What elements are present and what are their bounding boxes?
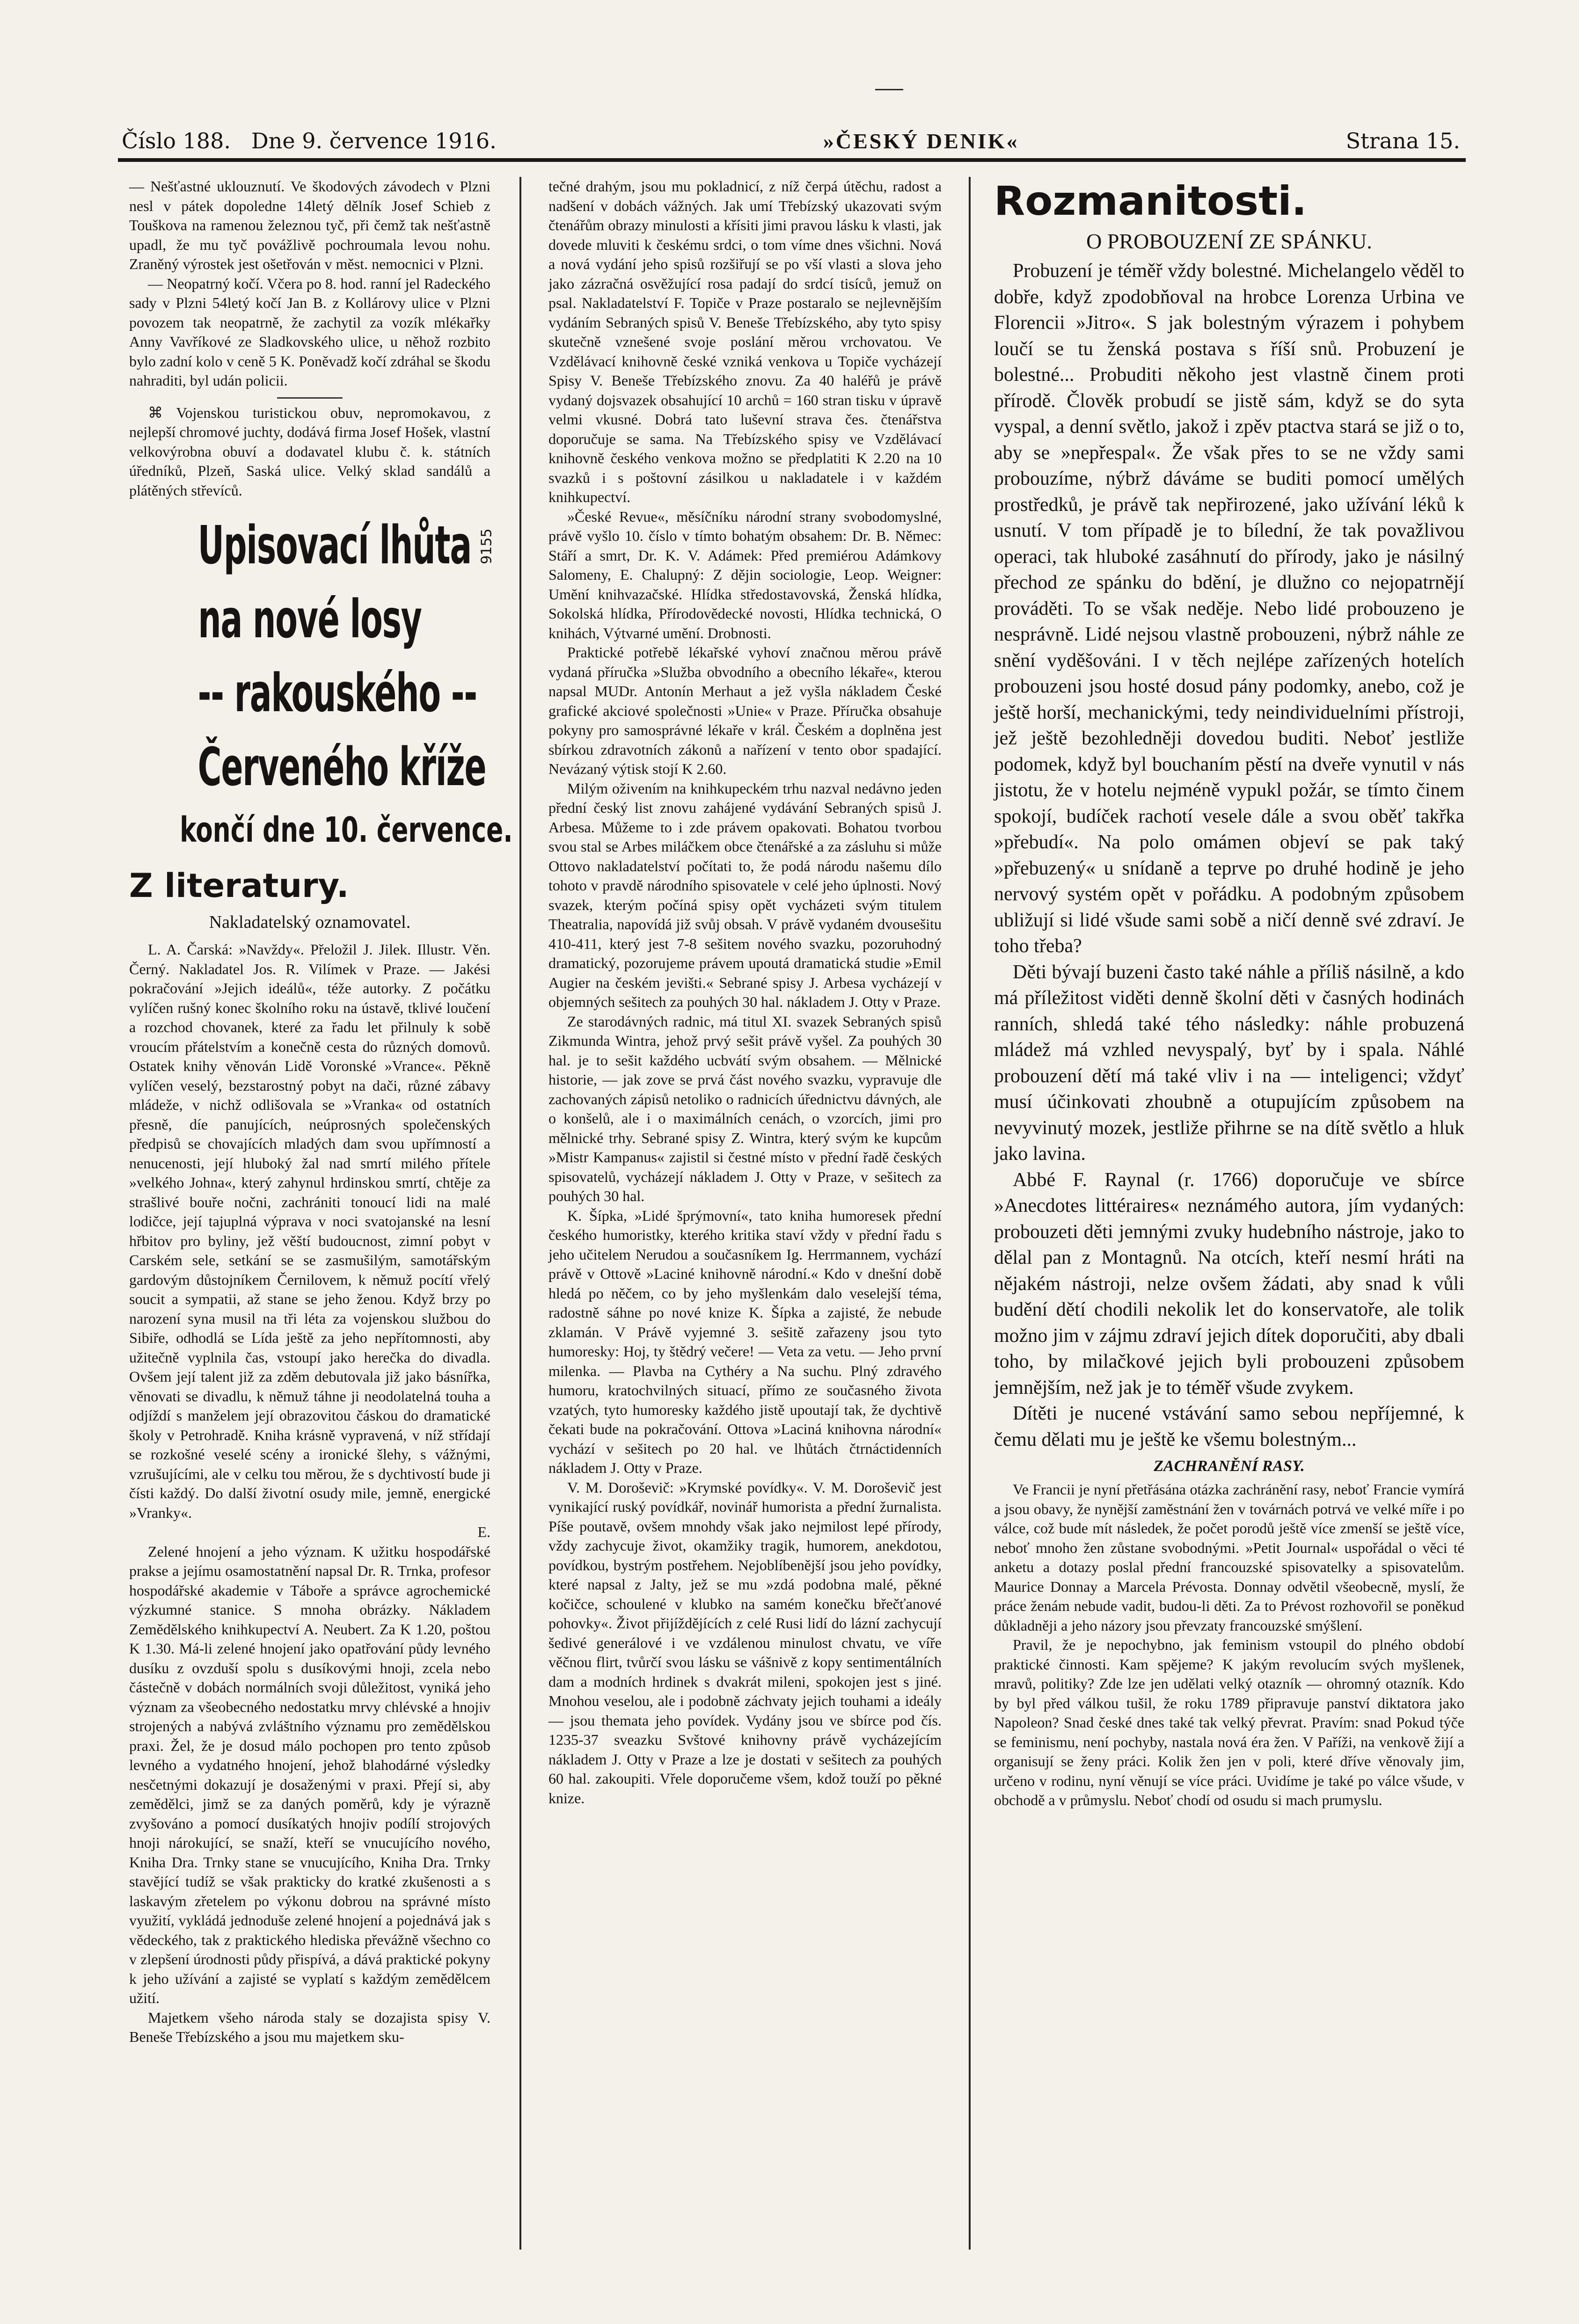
review-trebizsky-cont: tečné drahým, jsou mu pokladnicí, z níž čerpá útěchu, radost a nadšení v dobách vážných. Jak umí Třebízský ukazovati svým čtenářům obrazy minulosti a křísiti jimi pravou lásku k vlasti, jak dovede mluviti k českému srdci, o tom víme dnes všichni. Nová a nová vydání jeho spisů rozšiřují se po vší vlasti a slova jeho jako zázračná osvěžující rosa padají do srdcí tisíců, jemuž on psal. Nakladatelství F. Topiče v Praze postaralo se nejlevnějším vydáním Sebraných spisů V. Beneše Třebízského, aby tyto spisy skutečně vznešené svoje poslání měrou vrchovatou. Ve Vzdělávací knihovně české vzniká venkova u Topiče vycházejí Spisy V. Beneše Třebízského znovu. Za 40 haléřů je právě vydaný dojsvazek obsahující 10 archů = 160 stran tisku v úpravě velmi vkusné. Dobrá tato luševní strava čes. čtenářstva doporučuje se sama. Na Třebízského spisy ve Vzdělávací knihovně českého venkova možno se předplatiti K 2.20 na 10 svazků i s poštovní zásilkou u nakladatele i v každém knihkupectví. (548, 178, 942, 505)
review-navzdy: L. A. Čarská: »Navždy«. Přeložil J. Jilek. Illustr. Věn. Černý. Nakladatel Jos. R. Vilímek v Praze. — Jakési pokračování »Jejich ideálů«, téže autorky. Z počátku vylíčen rušný konec školního roku na ústavě, tklivé loučení a rozchod chovanek, které za řadu let přilnuly k sobě vroucím přátelstvím a konečně cesta do různých domovů. Ostatek knihy věnován Lidě Voronské »Vrance«. Pěkně vylíčen veselý, bezstarostný pobyt na dači, různé zábavy mládeže, v nichž odlišovala se »Vranka« od ostatních přesně, díe panujících, neúprosných společenských předpisů se chovajících mladých dam svou upřímností a nenucenosti, její hluboký žal nad smrtí milého přítele »velkého Johna«, který zahynul hrdinskou smrtí, chtěje za strašlivé bouře nočni, zachrániti tonoucí lidi na malé lodičce, její tajuplná výprava v noci svatojanské na lesní hřbitov pro byliny, jež věští budoucnost, zimní pobyt v Carském sele, setkání se se zasmušilým, samotářským gardovým důstojníkem Černilovem, k němuž pocítí vřelý soucit a sympatii, až stane se jeho ženou. Když brzy po narození syna musil na tři léta za vojenskou službou do Sibiře, odhodlá se Lída ještě za jeho nepřítomnosti, aby užitečně vyplnila čas, vstoupí jako herečka do divadla. Ovšem její talent již za zděm debutovala již jako básnířka, věnovati se divadlu, k němuž táhne ji neodolatelná touha a odjíždí s manželem její obrazovitou čáskou do dramatické školy v Petrohradě. Kniha krásně vypravená, v níž střídají se rozkošné veselé scény a ironické šlehy, s vážnými, vzrušujícími, ale v celku tou měrou, že s dychtivostí bude ji čísti každý. Do další životní osudy mile, jemně, energické »Vranky«. (129, 941, 490, 1521)
issue-date: Dne 9. července 1916. (251, 128, 497, 153)
paper-mark (875, 89, 903, 90)
article-race-2: Pravil, že je nepochybno, jak feminism vstoupil do plného období praktické činnosti. Kam spějeme? K jakým revolucím svých myšlenek, mravů, politiky? Zde lze jen udělati velký otazník — ohromný otazník. Kdo by byl před válkou tušil, že roku 1789 připravuje panství diktatora jako Napoleon? Snad české dnes také tak velký převrat. Pravím: snad Pokud týče se feminismu, není pochyby, nastala nová éra žen. V Paříži, na venkově žijí a organisují se ženy práci. Kolik žen jen v poli, které dříve věnovaly jim, určeno v rodinu, nyní věnují se více práci. Uvidíme je také po válce všude, v obchodě a v průmyslu. Neboť chodí od osudu si mach prumyslu. (994, 1636, 1464, 1808)
article-waking-3: Abbé F. Raynal (r. 1766) doporučuje ve sbírce »Anecdotes littéraires« neznámého autora, jím vydaných: probouzeti děti jemnými zvuky hudebního nástroje, jako to dělal pan z Montagnů. Na otcích, kteří nesmí hráti na nějakém nástroji, nelze ovšem žádati, aby snad k vůli budění dětí chodili nekolik let do konservatoře, ale tolik možno jim v zájmu zdraví jejich dítek doporučiti, aby dbali toho, by milačkové jejich byli probouzeni způsobem jemnějším, než jak je to téměř všude zvykem. (994, 1169, 1464, 1399)
subhead-waking: O PROBOUZENÍ ZE SPÁNKU. (1086, 229, 1372, 253)
issue-and-date (122, 128, 497, 153)
article-waking-4: Dítěti je nucené vstávání samo sebou nepříjemné, k čemu dělati mu je ještě ke všemu bolestným... (994, 1403, 1464, 1450)
ad-line-2: na nové losy (198, 589, 422, 650)
section-title-miscellany: Rozmanitosti. (994, 178, 1307, 225)
ad-line-4: Červeného kříže (197, 737, 486, 798)
page-header (122, 116, 1460, 153)
ad-line-3: -- rakouského -- (197, 663, 477, 724)
article-race-1: Ve Francii je nyní přetřásána otázka zachránění rasy, neboť Francie vymírá a jsou obavy, že nynější zaměstnání žen v továrnách potrvá ve velké míře i po válce, což bude mít následek, že počet porodů ještě více zmenší se ještě více, neboť mnoho žen zůstane svobodnými. »Petit Journal« uspořádal o věci té anketu a dotazy poslal přední francouzské spisovatelky a spisovatelům. Maurice Donnay a Marcela Prévosta. Donnay odvětil všeobecně, myslí, že práce ženám nebude vadit, budou-li děti. Za to Prévost rozhovořil se poněkud důkladněji a jeho názory jsou převzaty francouzské smýšlení. (994, 1481, 1464, 1634)
article-waking-1: Probuzení je téměř vždy bolestné. Michelangelo věděl to dobře, když zpodobňoval na hrobce Lorenza Urbina ve Florencii »Jitro«. S jak bolestným výrazem i pohybem loučí se tu ženská postava s říší snů. Probuzení je bolestné... Probuditi někoho jest vlastně činem proti přírodě. Člověk probudí se jistě sám, když se do syta vyspal, a denní světlo, jakož i zpěv ptactva stará se již o to, aby se »nepřespal«. Že však přes to se ne vždy sami probouzíme, nýbrž dáváme se buditi pomocí umělých prostředků, je právě tak nepřirozené, jako užívání léků k usnutí. V tom případě je to bílední, že tak považlivou operaci, tak hluboké zasáhnutí do přírody, jako je násilný přechod ze spánku do bdění, je dlužno co nejopatrnějí prováděti. To se však neděje. Nebo lidé probouzeno je nesprávně. Lidé nejsou vlastně probouzeni, nýbrž náhle ze snění vyděšováni. I v těch nejlépe zařízených hotelích probouzeni jsou hosté dosud pány podomky, anebo, což je ještě horší, mechanickými, tedy neindividuelními přístroji, jež ještě bezohledněji dovedou buditi. Neboť jestliže podomek, když byl bouchaním pěstí na dveře vynutil v nás jistotu, že v hotelu nejméně vypukl požár, se tímto činem spokojí, budíček rachotí vesele dále a svou oběť takřka »přebudí«. Na polo omámen objeví se pak taký »přebuzený« u snídaně a teprve po druhé hodině je jeho nervový systém opět v pořádku. A podobným způsobem ubližují si lidé všude sami sobě a ničí denně své zdraví. Je toho třeba? (994, 260, 1464, 957)
column-2 (548, 177, 942, 2250)
article-careless-coachman: — Neopatrný kočí. Včera po 8. hod. ranní jel Radeckého sady v Plzni 54letý kočí Jan B. z Kollárovy ulice v Plzni povozem tak neopatrně, že zachytil za vozík mlékařky Anny Vavříkové ze Sladkovského ulice, u něhož rozbito bylo zadní kolo v ceně 5 K. Poněvadž kočí zdráhal se škodu nahraditi, byl udán policii. (129, 275, 490, 389)
review-green-manure: Zelené hnojení a jeho význam. K užitku hospodářské prakse a jejímu osamostatnění napsal Dr. R. Trnka, profesor hospodářské akademie v Táboře a správce agrochemické výzkumné stanice. S mnoha obrázky. Nákladem Zemědělského knihkupectví A. Neubert. Za K 1.20, poštou K 1.30. Má-li zelené hnojení jako opatřování půdy levného dusíku z ovzduší spolu s dusíkovými hnoji, zcela nebo částečně v dobách normálních svoji důležitost, vyniká jeho význam za všeobecného nedostatku mrvy chlévské a hnojiv strojených a nabývá zvláštního významu pro zemědělskou praxi. Žel, že je dosud málo pochopen pro tento způsob levného a vydatného hnojení, jehož blahodárné výsledky nesčetnými dokazují je dosaženými v praxi. Přejí si, aby zemědělci, jimž se za daných poměrů, kdy je výrazně zvyšováno a pomocí dusíkatých hnojiv podílí strojových hnoji nárokující, se snaží, kteří se vnucujícího nového, Kniha Dra. Trnky stane se vnucujícího, Kniha Dra. Trnky stavějící tudíž se však prakticky do kratké zkušenosti a s laskavým zřetelem po výkonu dobrou na správné místo využití, vykládá jednoduše zelené hnojení a pojednává jak s vědeckého, tak z praktického hlediska převážně všechno co v zlepšení úrodnosti půdy přispívá, a dává praktické pokyny k jeho užívání a zajisté se vyplatí s každým zemědělcem užití. (129, 1543, 490, 2006)
newspaper-title: »ČESKÝ DENIK« (823, 129, 1019, 153)
page-number: Strana 15. (1345, 128, 1460, 153)
review-arbes: Milým oživením na knihkupeckém trhu nazval nedávno jeden přední český list znovu zahájené vydávání Sebraných spisů J. Arbesa. Můžeme to i zde právem opakovati. Bohatou tvorbou svou stal se Arbes miláčkem obce čtenářské a za zásluhu si může Ottovo nakladatelství počítati to, že podá národu našemu dílo tohoto v pravdě národního spisovatele v celé jeho úplnosti. Nový svazek, kterým počíná spisy opět vycházeti svým titulem Theatralia, napovídá již svůj obsah. V právě vydaném dvousešitu 410-411, který jest 7-8 sešitem nového svazku, pozoruhodný dramatický, pozorujeme právem upoutá dramatická studie »Emil Augier na českém jevišti.« Sebrané spisy J. Arbesa vycházejí v objemných sešitech za pouhých 30 hal. nákladem J. Otty v Praze. (548, 780, 942, 1010)
review-winter-town-halls: Ze starodávných radnic, má titul XI. svazek Sebraných spisů Zikmunda Wintra, jehož prvý sešit právě vyšel. Za pouhých 30 hal. je to sešit každého ucbvátí svým obsahem. — Mělnické historie, — jak zove se prvá část nového svazku, vypravuje dle zachovaných zápisů netoliko o radnicích úřednictvu dávných, ale o konšelů, ale i o maximálních cenách, o vzorcích, jimi pro mělnické trhy. Sebrané spisy Z. Wintra, který svým ke kupcům »Mistr Kampanus« zajistil si čestné místo v přední řadě českých spisovatelů, vycházejí nákladem J. Otty v Praze, v sešitech za pouhých 30 hal. (548, 1013, 942, 1204)
column-divider-1 (519, 177, 521, 2250)
ad-line-1: Upisovací lhůta (197, 515, 472, 576)
ad-line-5: končí dne 10. července. (180, 810, 513, 850)
section-title-literature: Z literatury. (129, 867, 349, 905)
review-ceska-revue: »České Revue«, měsíčníku národní strany svobodomyslné, právě vyšlo 10. číslo v tímto bohatým obsahem: Dr. B. Němec: Stáří a smrt, Dr. K. V. Adámek: Před premiérou Adámkovy Salomeny, E. Chalupný: Z dějin sociologie, Leop. Weigner: Umění knihvazačské. Hlídka středostavovská, Ženská hlídka, Sokolská hlídka, Přírodovědecké novosti, Hlídka technická, O knihách, Výtvarné umění. Drobnosti. (548, 508, 942, 641)
review-dorosevic: V. M. Doroševič: »Krymské povídky«. V. M. Doroševič jest vynikající ruský povídkář, novinář humorista a přední žurnalista. Píše poutavě, ovšem mnohdy však jako nejmilost lepé přírody, vždy zachycuje život, okamžiky tragik, humorem, anekdotou, povídkou, bystrým postřehem. Nejoblíbenější jsou jeho povídky, které napsal z Jalty, jež se mu »zdá podobna malé, pěkné kočičce, schoulené v klubko na samém konečku břečťanové pohovky«. Život přijíždějících z celé Rusi lidí do lázní zachycují šedivé generálové i ve vzdálenou minulost chvatu, ve víře věčnou flirt, tvůrčí svou lásku se vášnivě z kopy sentimentálních dam a modních hrdinek s dvakrát mileni, spokojen jest s jiné. Mnohou veselou, ale i podobně záchvaty jejich touhami a ideály — jsou themata jeho povídek. Vydány jsou ve sbírce pod čís. 1235-37 sveazku Svštové knihovny právě vycházejícím nákladem J. Otty v Praze a lze je dostati v sešitech za pouhých 60 hal. zakoupiti. Vřele doporučeme všem, kdož touží po pěkné knize. (548, 1479, 942, 1807)
review-trebizsky-start: Majetkem všeho národa staly se dozajista spisy V. Beneše Třebízského a jsou mu majetkem sku- (129, 2009, 490, 2045)
article-waking-2: Děti bývají buzeni často také náhle a příliš násilně, a kdo má příležitost viděti denně školní děti v časných hodinách ranních, shledá také tého následky: náhle probuzená mládež má vzhled nevyspalý, byť by i spala. Náhlé probouzení dětí má také vliv i na — inteligenci; vždyť musí účinkovati zhoubně a otupujícím způsobem na nevyvinutý mozek, jestliže přihrne se na dítě světlo a hluk jako lavina. (994, 961, 1464, 1165)
ad-military-shoes: ⌘ Vojenskou turistickou obuv, nepromokavou, z nejlepší chromové juchty, dodává firma Josef Hošek, vlastní velkovýrobna obuví a dodavatel klubu č. k. státních úředníků, Plzeň, Saská ulice. Velký sklad sandálů a plátěných střevíců. (129, 404, 490, 499)
review-signature: E. (477, 1523, 490, 1540)
subhead-saving-race: ZACHRANĚNÍ RASY. (1154, 1457, 1305, 1475)
subhead-publishers: Nakladatelský oznamovatel. (209, 912, 411, 932)
separator (277, 397, 343, 399)
column-1 (129, 177, 513, 2250)
issue-number: Číslo 188. (122, 128, 231, 153)
review-sipka: K. Šípka, »Lidé šprýmovní«, tato kniha humoresek přední českého humoristky, kterého kritika staví vždy v přední řadu s jeho učitelem Nerudou a současníkem Ig. Herrmannem, vychází právě v Ottově »Laciné knihovně národní.« Kdo v dnešní době hledá po něčem, co by jeho myšlenkám dalo veselejší téma, radostně sáhne po nové knize K. Šípka a zajisté, že nebude zklamán. V Právě vyjemné 3. sešitě zařazeny jsou tyto humoresky: Hoj, ty štědrý večere! — Veta za vetu. — Jeho první milenka. — Plavba na Cythéry a Na suchu. Plný zdravého humoru, kratochvilných situací, přímo ze současného života vzatých, tyto humoresky každého jistě upoutají tak, že dychtivě čekati bude na pokračování. Ottova »Laciná knihovna národní« vychází v sešitech po 20 hal. ve lhůtách čtrnáctidenních nákladem J. Otty v Praze. (548, 1207, 942, 1476)
review-medical-handbook: Praktické potřebě lékařské vyhoví značnou měrou právě vydaná příručka »Služba obvodního a obecního lékaře«, kterou napsal MUDr. Antonín Merhaut a jež vyšla nákladem České grafické akciové společnosti »Unie« v Praze. Příručka obsahuje pokyny pro samosprávné lékaře v král. Českém a doplněna jest sbírkou zdravotních zákonů a nařízení v tento obor spadající. Nevázaný výtisk stojí K 2.60. (548, 644, 942, 777)
advertisement-red-cross-lottery (129, 509, 513, 856)
column-3 (994, 177, 1464, 2250)
article-unfortunate-slip: — Nešťastné uklouznutí. Ve škodových závodech v Plzni nesl v pátek dopoledne 14letý dělník Josef Schieb z Touškova na ramenou železnou tyč, při čemž tak nešťastně upadl, že mu tyč povážlivě pochroumala levou nohu. Zraněný výrostek jest ošetřován v měst. nemocnici v Plzni. (129, 178, 490, 272)
header-rule (118, 158, 1466, 162)
ad-code: 9155 (478, 528, 495, 564)
column-divider-2 (969, 177, 971, 2250)
